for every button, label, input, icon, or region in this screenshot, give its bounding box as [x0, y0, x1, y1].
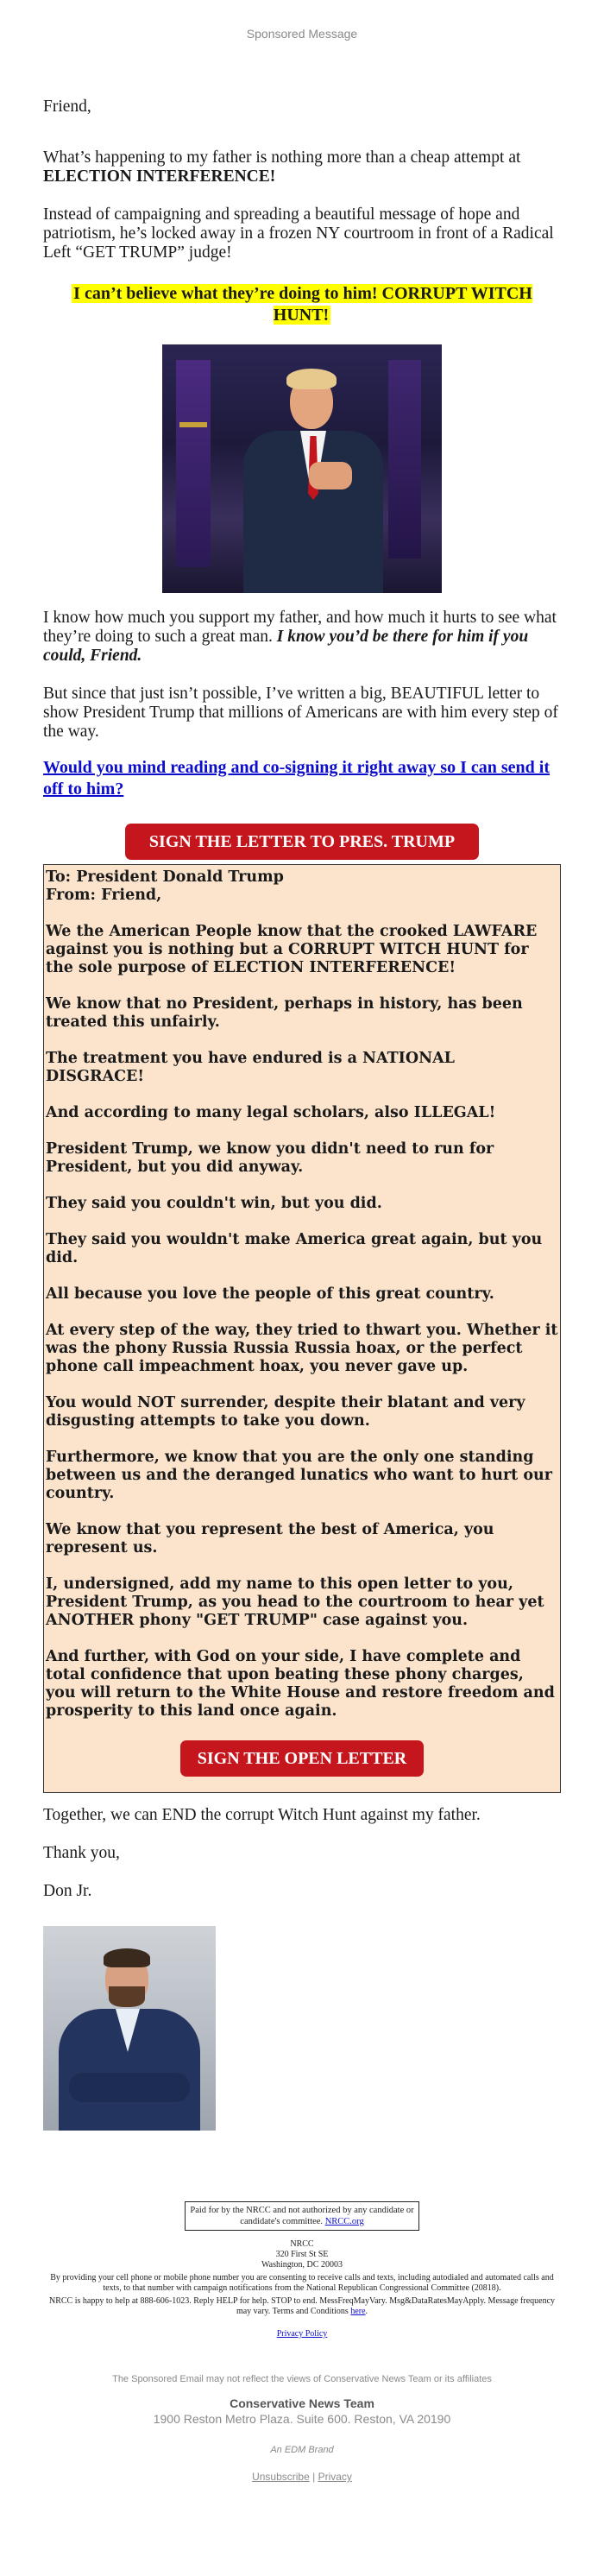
sms-consent: By providing your cell phone or mobile phone number you are consenting to receive calls and texts, including autodialed and automated calls and texts, to that number with campaign notifications from the National Republican Congressional Committee (20818).	[50, 2273, 554, 2293]
letter-paragraph: Furthermore, we know that you are the only one standing between us and the deranged lunatics who want to hurt our country.	[46, 1449, 552, 1502]
sponsor-disclaimer: The Sponsored Email may not reflect the views of Conservative News Team or its affiliates	[112, 2374, 492, 2384]
letter-paragraph: You would NOT surrender, despite their blatant and very disgusting attempts to take you down.	[46, 1394, 525, 1430]
terms-link[interactable]: here	[350, 2307, 366, 2316]
intro-text: What’s happening to my father is nothing more than a cheap attempt at	[43, 148, 521, 167]
body-paragraph-4: But since that just isn’t possible, I’ve written a big, BEAUTIFUL letter to show President Trump that millions of Americans are with him every step of the way.	[43, 685, 558, 741]
cosign-link[interactable]: Would you mind reading and co-signing it right away so I can send it off to him?	[43, 758, 550, 799]
nrcc-link[interactable]: NRCC.org	[324, 2217, 364, 2226]
letter-paragraph: The treatment you have endured is a NATIONAL DISGRACE!	[46, 1050, 455, 1085]
intro-paragraph-2: Instead of campaigning and spreading a beautiful message of hope and patriotism, he’s locked away in a frozen NY courtroom in front of a Radical Left “GET TRUMP” judge!	[43, 205, 554, 262]
letter-paragraph: We know that no President, perhaps in history, has been treated this unfairly.	[46, 995, 523, 1031]
privacy-link[interactable]: Privacy	[318, 2471, 352, 2483]
body-text: I know how much you support my father, and how much it hurts to see what they’re doing to such a great man.	[43, 609, 557, 646]
closing-line: Together, we can END the corrupt Witch Hunt against my father.	[43, 1806, 481, 1824]
email-body	[43, 51, 561, 2483]
highlight-text: I can’t believe what they’re doing to him! CORRUPT WITCH HUNT!	[73, 284, 532, 325]
unsubscribe-link[interactable]: Unsubscribe	[252, 2471, 310, 2483]
address-line-2: Washington, DC 20003	[261, 2260, 343, 2270]
crossed-arms	[69, 2073, 190, 2102]
highlight-block	[43, 283, 561, 326]
address-line-1: 320 First St SE	[275, 2250, 329, 2259]
sponsored-label: Sponsored Message	[246, 27, 358, 41]
letter-paragraph: I, undersigned, add my name to this open letter to you, President Trump, as you head to the courtroom to hear yet ANOTHER phony "GET TRUMP" case against you.	[46, 1575, 544, 1629]
hand-on-heart	[309, 462, 352, 489]
hair	[104, 1948, 150, 1967]
intro-paragraph-1	[43, 148, 561, 186]
paid-for-box	[185, 2201, 419, 2231]
stadium-banner-right	[388, 360, 421, 559]
trump-photo	[162, 344, 442, 593]
letter-paragraph: We know that you represent the best of America, you represent us.	[46, 1521, 494, 1556]
letter-from: From: Friend,	[46, 887, 162, 904]
signature: Don Jr.	[43, 1882, 92, 1900]
letter-paragraph: They said you wouldn't make America great again, but you did.	[46, 1231, 543, 1266]
don-jr-photo	[43, 1926, 216, 2131]
separator: |	[312, 2471, 316, 2483]
greeting: Friend,	[43, 98, 91, 116]
stadium-banner-left	[176, 360, 211, 567]
edm-brand: An EDM Brand	[270, 2445, 334, 2455]
org-name: NRCC	[290, 2239, 314, 2249]
letter-paragraph: At every step of the way, they tried to thwart you. Whether it was the phony Russia Russia Russia hoax, or the perfect phone call impeachment hoax, you never gave up.	[46, 1322, 558, 1375]
letter-paragraph: All because you love the people of this great country.	[46, 1285, 494, 1303]
letter-paragraph: President Trump, we know you didn't need to run for President, but you did anyway.	[46, 1140, 494, 1176]
open-letter	[43, 864, 561, 1793]
letter-to: To: President Donald Trump	[46, 868, 284, 886]
privacy-policy-link[interactable]: Privacy Policy	[276, 2329, 328, 2339]
sender-address: 1900 Reston Metro Plaza. Suite 600. Reston, VA 20190	[153, 2412, 451, 2426]
paid-for-text	[186, 2205, 418, 2227]
sender-name: Conservative News Team	[230, 2396, 374, 2410]
sign-open-letter-button[interactable]: SIGN THE OPEN LETTER	[180, 1740, 424, 1777]
sign-letter-button[interactable]: SIGN THE LETTER TO PRES. TRUMP	[125, 824, 479, 860]
body-emphasis: I know you’d be there for him if you could, Friend.	[43, 628, 529, 665]
thank-you: Thank you,	[43, 1844, 120, 1862]
beard	[109, 1986, 145, 2007]
intro-bold: ELECTION INTERFERENCE!	[43, 167, 276, 186]
letter-paragraph: We the American People know that the crooked LAWFARE against you is nothing but a CORRUPT WITCH HUNT for the sole purpose of ELECTION INTERFERENCE!	[46, 923, 538, 976]
letter-paragraph: And further, with God on your side, I have complete and total confidence that upon beating these phony charges, you will return to the White House and restore freedom and prosperity to this land once again.	[46, 1648, 555, 1720]
help-text: NRCC is happy to help at 888-606-1023. Reply HELP for help. STOP to end. MessFreqMayVary. Msg&DataRatesMayApply. Message frequency may vary. Terms and Conditions	[48, 2296, 556, 2316]
letter-paragraph: They said you couldn't win, but you did.	[46, 1195, 382, 1212]
hair	[286, 369, 337, 389]
banner-stripe	[179, 422, 207, 427]
body-paragraph-3	[43, 609, 561, 666]
privacy-block	[43, 2329, 561, 2339]
help-text-block: NRCC is happy to help at 888-606-1023. Reply HELP for help. STOP to end. MessFreqMayVary. Msg&DataRatesMayApply. Message frequency may vary. Terms and Conditions here.	[48, 2296, 556, 2316]
letter-paragraph: And according to many legal scholars, also ILLEGAL!	[46, 1104, 496, 1121]
unsubscribe-row	[43, 2471, 561, 2483]
paid-for-statement: Paid for by the NRCC and not authorized by any candidate or candidate's committee.	[190, 2206, 414, 2226]
